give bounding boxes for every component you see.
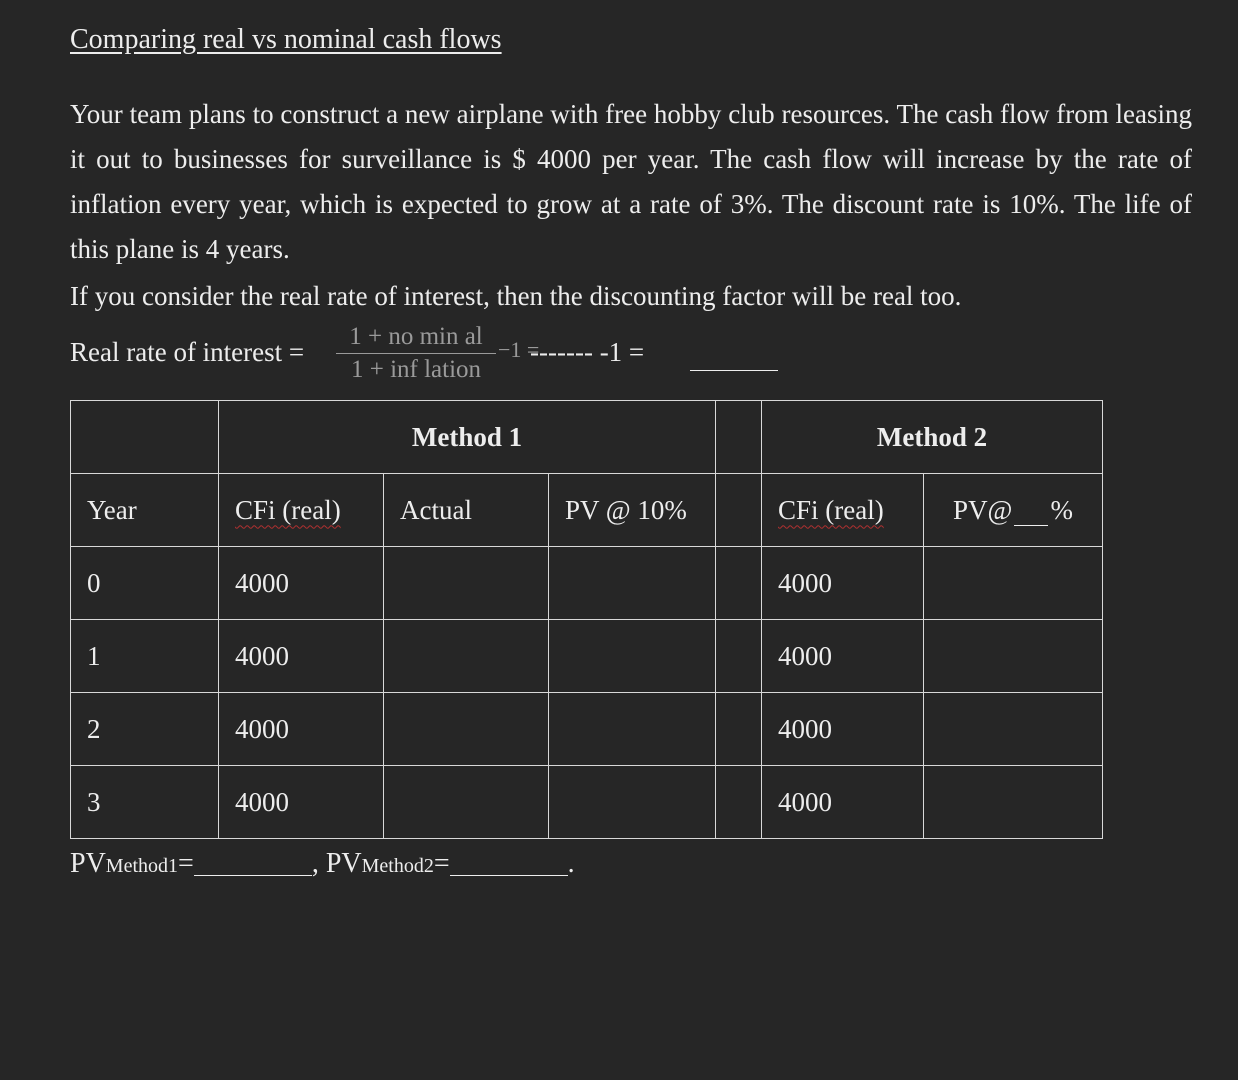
pv-at-suffix: %	[1050, 494, 1073, 525]
spacer-cell	[716, 401, 762, 474]
cfi-header-1-text: CFi (real)	[235, 494, 341, 525]
column-header-row	[71, 474, 1103, 547]
pv-method2-blank[interactable]	[450, 874, 568, 876]
formula-fraction	[336, 322, 496, 385]
pvx-cell[interactable]	[924, 547, 1103, 620]
pv-method2-eq: =	[433, 848, 450, 879]
cfi1-cell: 4000	[219, 693, 384, 766]
rate-blank[interactable]	[1014, 498, 1048, 526]
year-cell: 2	[71, 693, 219, 766]
spacer-cell	[716, 693, 762, 766]
actual-cell[interactable]	[384, 766, 549, 839]
spacer-cell	[716, 474, 762, 547]
formula-denominator: 1 + inf lation	[350, 356, 482, 383]
page-title: Comparing real vs nominal cash flows	[70, 24, 502, 55]
cfi2-cell: 4000	[762, 766, 924, 839]
pv-separator: ,	[311, 848, 319, 879]
pv-method1-sub: Method1	[105, 855, 179, 877]
cfi2-cell: 4000	[762, 547, 924, 620]
cfi-real-header-1	[219, 474, 384, 547]
cfi1-cell: 4000	[219, 547, 384, 620]
pv10-cell[interactable]	[549, 766, 716, 839]
cfi1-cell: 4000	[219, 620, 384, 693]
table-row	[71, 766, 1103, 839]
actual-header: Actual	[384, 474, 549, 547]
pvx-cell[interactable]	[924, 693, 1103, 766]
fraction-bar	[336, 353, 496, 354]
problem-paragraph: Your team plans to construct a new airplane with free hobby club resources. The cash flow from leasing it out to businesses for surveillance is $ 4000 per year. The cash flow will increase by the rate of inflation every year, which is expected to grow at a rate of 3%. The discount rate is 10%. The life of this plane is 4 years.	[70, 99, 1192, 264]
actual-cell[interactable]	[384, 620, 549, 693]
answer-blank[interactable]	[690, 370, 778, 371]
year-cell: 1	[71, 620, 219, 693]
method2-header: Method 2	[762, 401, 1103, 474]
pv-method1-blank[interactable]	[194, 874, 312, 876]
year-header: Year	[71, 474, 219, 547]
cfi-header-2-text: CFi (real)	[778, 494, 884, 525]
table-row	[71, 620, 1103, 693]
real-rate-note: If you consider the real rate of interest, then the discounting factor will be real too.	[70, 281, 962, 311]
pv-summary-line	[70, 848, 575, 880]
cfi1-cell: 4000	[219, 766, 384, 839]
formula-tail: ------- -1 =	[530, 337, 645, 367]
pv-method1-label: PV	[70, 848, 106, 879]
pv-at-header	[924, 474, 1103, 547]
cfi2-cell: 4000	[762, 693, 924, 766]
method-header-row	[71, 401, 1103, 474]
cash-flow-table	[70, 400, 1103, 839]
spacer-cell	[716, 620, 762, 693]
year-cell: 0	[71, 547, 219, 620]
actual-cell[interactable]	[384, 547, 549, 620]
formula-numerator: 1 + no min al	[349, 323, 483, 350]
blank-header-cell	[71, 401, 219, 474]
spacer-cell	[716, 547, 762, 620]
table-row	[71, 547, 1103, 620]
pv10-cell[interactable]	[549, 547, 716, 620]
pv10-cell[interactable]	[549, 693, 716, 766]
pv-at-prefix: PV@	[953, 494, 1013, 525]
pv-10-header: PV @ 10%	[549, 474, 716, 547]
real-rate-formula	[70, 322, 830, 392]
pv10-cell[interactable]	[549, 620, 716, 693]
pv-method1-eq: =	[178, 848, 194, 879]
table-row	[71, 693, 1103, 766]
formula-minus-one: −1 =	[498, 337, 540, 362]
spacer-cell	[716, 766, 762, 839]
pv-method2-sub: Method2	[361, 855, 434, 877]
actual-cell[interactable]	[384, 693, 549, 766]
cfi2-cell: 4000	[762, 620, 924, 693]
pvx-cell[interactable]	[924, 766, 1103, 839]
pv-method2-label: PV	[325, 848, 362, 879]
pv-end: .	[567, 848, 575, 879]
method1-header: Method 1	[219, 401, 716, 474]
formula-label: Real rate of interest =	[70, 337, 305, 367]
cfi-real-header-2	[762, 474, 924, 547]
pvx-cell[interactable]	[924, 620, 1103, 693]
year-cell: 3	[71, 766, 219, 839]
